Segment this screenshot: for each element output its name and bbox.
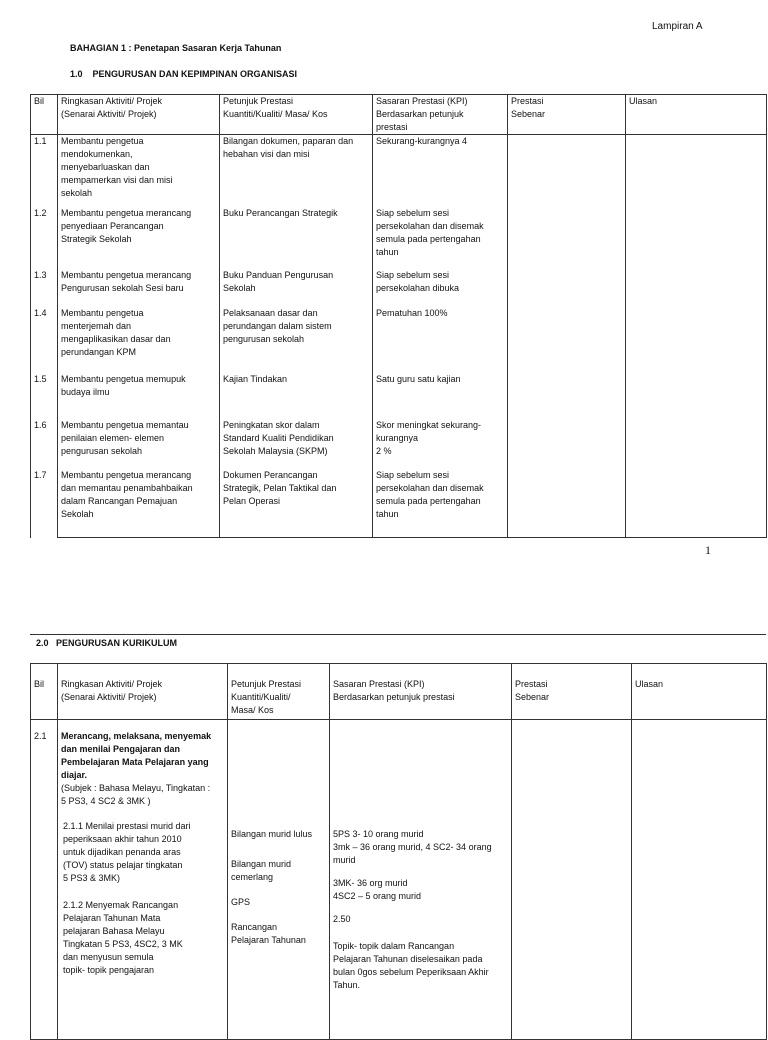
petunjuk-rancangan: Rancangan Pelajaran Tahunan: [231, 922, 306, 945]
table-pengurusan-kurikulum: [30, 663, 767, 1040]
ulasan-cell: [632, 720, 767, 1040]
bil-2-1: 2.1: [31, 720, 58, 1040]
petunjuk-1-1: Bilangan dokumen, paparan dan hebahan visi dan misi: [223, 136, 354, 159]
sasaran-1-2: Siap sebelum sesi persekolahan dan disemak semula pada pertengahan tahun: [376, 208, 484, 257]
petunjuk-cell: [220, 135, 373, 538]
sasaran-1-1: Sekurang-kurangnya 4: [376, 136, 468, 146]
header-sasaran: Sasaran Prestasi (KPI) Berdasarkan petunjuk prestasi: [373, 95, 508, 135]
petunjuk-1-2: Buku Perancangan Strategik: [223, 208, 338, 218]
bil-1-3: 1.3: [34, 270, 47, 280]
item-2-1-1: 2.1.1 Menilai prestasi murid dari peperiksaan akhir tahun 2010 untuk dijadikan penanda aras (TOV) status pelajar tingkatan 5 PS3 & 3MK): [63, 821, 191, 883]
petunjuk-cemerlang: Bilangan murid cemerlang: [231, 859, 292, 882]
ringkasan-1-7: Membantu pengetua merancang dan memantau penambahbaikan dalam Rancangan Pemajuan Sekolah: [61, 470, 193, 519]
ringkasan-1-6: Membantu pengetua memantau penilaian elemen- elemen pengurusan sekolah: [61, 420, 189, 456]
ringkasan-1-2: Membantu pengetua merancang penyediaan Perancangan Strategik Sekolah: [61, 208, 192, 244]
petunjuk-1-7: Dokumen Perancangan Strategik, Pelan Taktikal dan Pelan Operasi: [223, 470, 337, 506]
bil-1-1: 1.1: [34, 136, 47, 146]
sasaran-cell: [373, 135, 508, 538]
petunjuk-gps: GPS: [231, 897, 251, 907]
bil-1-2: 1.2: [34, 208, 47, 218]
header-ulasan: Ulasan: [626, 95, 767, 135]
lampiran-label: Lampiran A: [652, 21, 703, 32]
petunjuk-1-6: Peningkatan skor dalam Standard Kualiti Pendidikan Sekolah Malaysia (SKPM): [223, 420, 334, 456]
sasaran-1-4: Pematuhan 100%: [376, 308, 448, 318]
petunjuk-1-5: Kajian Tindakan: [223, 374, 288, 384]
prestasi-cell: [508, 135, 626, 538]
header-ringkasan: Ringkasan Aktiviti/ Projek (Senarai Aktiviti/ Projek): [58, 95, 220, 135]
subjek-text: (Subjek : Bahasa Melayu, Tingkatan : 5 PS3, 4 SC2 & 3MK ): [61, 783, 211, 806]
sasaran-cell: [330, 720, 512, 1040]
table-pengurusan-organisasi: [30, 94, 767, 538]
sasaran-gps: 2.50: [333, 914, 351, 924]
ringkasan-cell: [58, 720, 228, 1040]
header-petunjuk: Petunjuk Prestasi Kuantiti/Kualiti/ Masa/ Kos: [228, 664, 330, 720]
ringkasan-1-4: Membantu pengetua menterjemah dan mengaplikasikan dasar dan perundangan KPM: [61, 308, 171, 357]
table-header-row: [31, 95, 767, 135]
bil-1-7: 1.7: [34, 470, 47, 480]
sasaran-lulus: 5PS 3- 10 orang murid 3mk – 36 orang murid, 4 SC2- 34 orang murid: [333, 829, 492, 865]
header-ulasan: Ulasan: [632, 664, 767, 720]
ringkasan-cell: [58, 135, 220, 538]
petunjuk-lulus: Bilangan murid lulus: [231, 829, 313, 839]
header-prestasi: Prestasi Sebenar: [512, 664, 632, 720]
header-sasaran: Sasaran Prestasi (KPI) Berdasarkan petunjuk prestasi: [330, 664, 512, 720]
sasaran-1-3: Siap sebelum sesi persekolahan dibuka: [376, 270, 460, 293]
prestasi-cell: [512, 720, 632, 1040]
petunjuk-cell: [228, 720, 330, 1040]
petunjuk-1-3: Buku Panduan Pengurusan Sekolah: [223, 270, 334, 293]
header-bil: Bil: [31, 664, 58, 720]
sasaran-1-6: Skor meningkat sekurang- kurangnya 2 %: [376, 420, 482, 456]
section1-heading: 1.0 PENGURUSAN DAN KEPIMPINAN ORGANISASI: [70, 69, 298, 79]
item-2-1-2: 2.1.2 Menyemak Rancangan Pelajaran Tahunan Mata pelajaran Bahasa Melayu Tingkatan 5 PS3, 4SC2, 3 MK dan menyusun semula topik- topik pengajaran: [63, 900, 183, 975]
page-divider: [30, 634, 766, 635]
header-ringkasan: Ringkasan Aktiviti/ Projek (Senarai Aktiviti/ Projek): [58, 664, 228, 720]
sasaran-1-5: Satu guru satu kajian: [376, 374, 461, 384]
table-row: [31, 135, 767, 538]
bil-1-6: 1.6: [34, 420, 47, 430]
ulasan-cell: [626, 135, 767, 538]
ringkasan-1-3: Membantu pengetua merancang Pengurusan sekolah Sesi baru: [61, 270, 192, 293]
page-number: 1: [705, 543, 711, 557]
header-bil: Bil: [31, 95, 58, 135]
sasaran-1-7: Siap sebelum sesi persekolahan dan disemak semula pada pertengahan tahun: [376, 470, 484, 519]
sasaran-rancangan: Topik- topik dalam Rancangan Pelajaran Tahunan diselesaikan pada bulan 0gos sebelum Peperiksaan Akhir Tahun.: [333, 941, 489, 990]
bil-cell: [31, 135, 58, 538]
ringkasan-1-5: Membantu pengetua memupuk budaya ilmu: [61, 374, 186, 397]
header-prestasi: Prestasi Sebenar: [508, 95, 626, 135]
header-petunjuk: Petunjuk Prestasi Kuantiti/Kualiti/ Masa/ Kos: [220, 95, 373, 135]
ringkasan-1-1: Membantu pengetua mendokumenkan, menyebarluaskan dan mempamerkan visi dan misi sekolah: [61, 136, 173, 198]
table-header-row: [31, 664, 767, 720]
bil-1-5: 1.5: [34, 374, 47, 384]
bahagian-heading: BAHAGIAN 1 : Penetapan Sasaran Kerja Tahunan: [70, 43, 282, 53]
sasaran-cemerlang: 3MK- 36 org murid 4SC2 – 5 orang murid: [333, 878, 422, 901]
section2-heading: 2.0 PENGURUSAN KURIKULUM: [36, 638, 178, 648]
table-row: [31, 720, 767, 1040]
petunjuk-1-4: Pelaksanaan dasar dan perundangan dalam sistem pengurusan sekolah: [223, 308, 332, 344]
bil-1-4: 1.4: [34, 308, 47, 318]
aktiviti-title: Merancang, melaksana, menyemak dan menilai Pengajaran dan Pembelajaran Mata Pelajaran yang diajar.: [61, 731, 212, 780]
